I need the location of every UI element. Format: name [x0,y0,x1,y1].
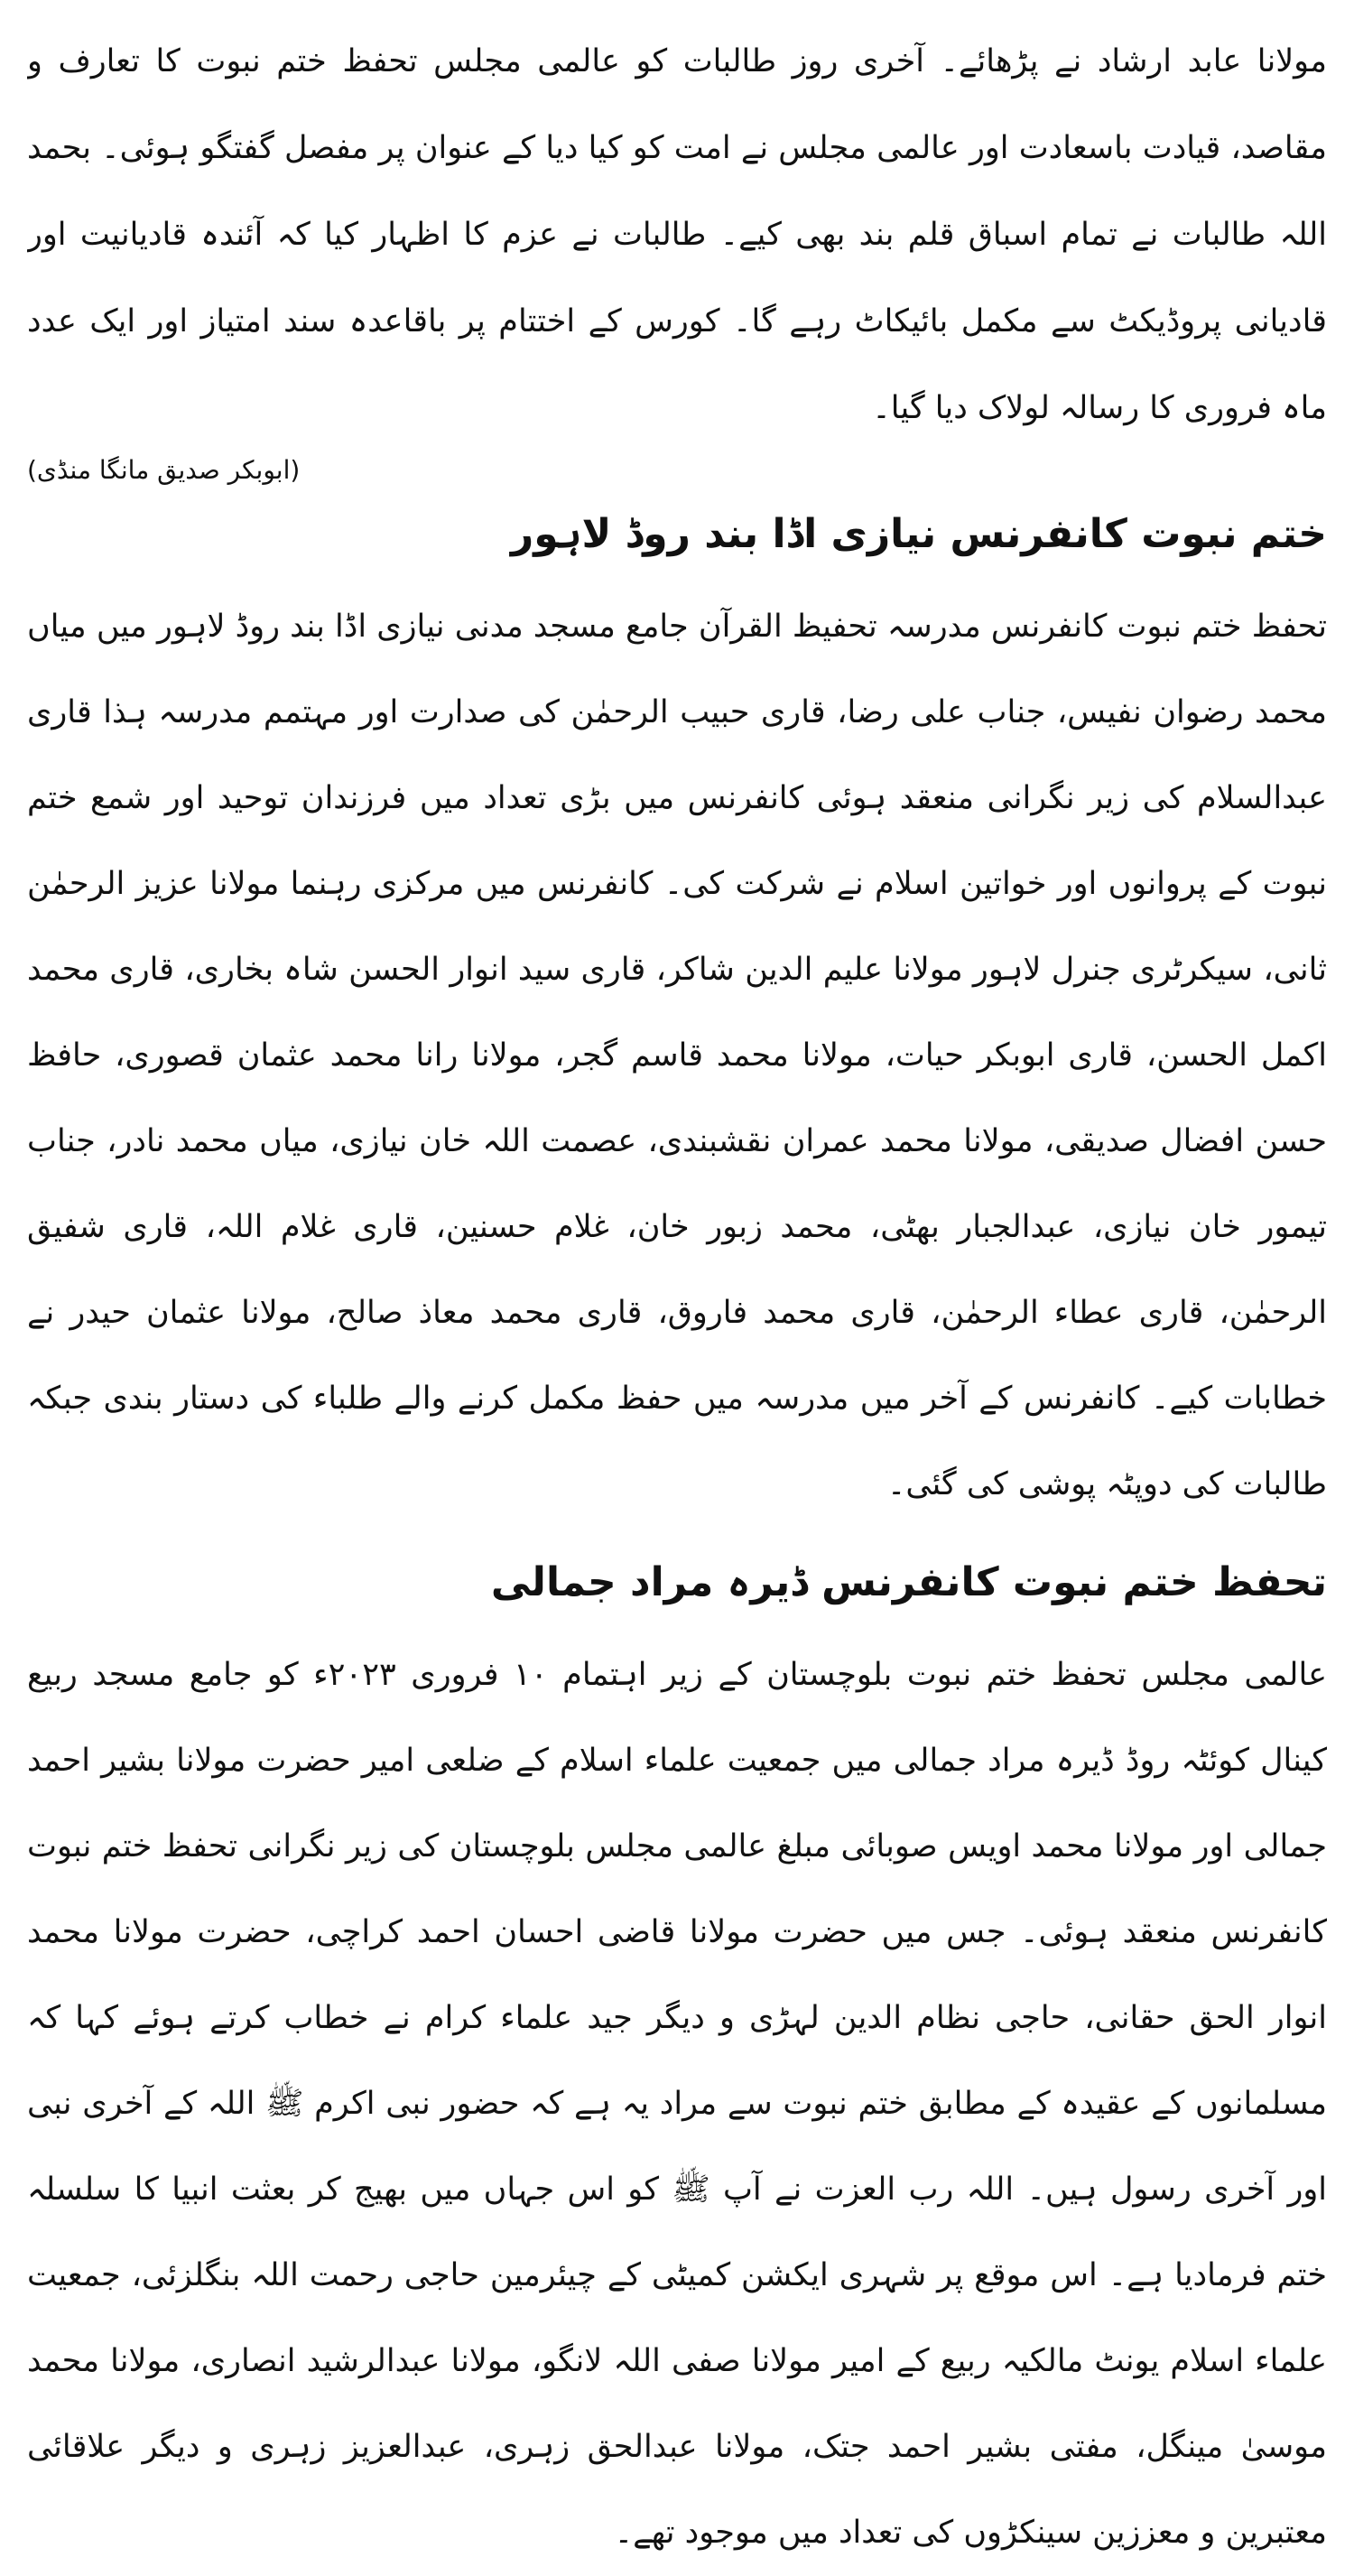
report-paragraph: عالمی مجلس تحفظ ختم نبوت بلوچستان کے زیر اہتمام ۱۰ فروری ۲۰۲۳ء کو جامع مسجد ربیع کینال کوئٹہ روڈ ڈیرہ مراد جمالی میں جمعیت علماء اسلام کے ضلعی امیر حضرت مولانا بشیر احمد جمالی اور مولانا محمد اویس صوبائی مبلغ عالمی مجلس بلوچستان کی زیر نگرانی تحفظ ختم نبوت کانفرنس منعقد ہوئی۔ جس میں حضرت مولانا قاضی احسان احمد کراچی، حضرت مولانا محمد انوار الحق حقانی، حاجی نظام الدین لہڑی و دیگر جید علماء کرام نے خطاب کرتے ہوئے کہا کہ مسلمانوں کے عقیدہ کے مطابق ختم نبوت سے مراد یہ ہے کہ حضور نبی اکرم ﷺ اللہ کے آخری نبی اور آخری رسول ہیں۔ اللہ رب العزت نے آپ ﷺ کو اس جہاں میں بھیج کر بعثت انبیا کا سلسلہ ختم فرمادیا ہے۔ اس موقع پر شہری ایکشن کمیٹی کے چیئرمین حاجی رحمت اللہ بنگلزئی، جمعیت علماء اسلام یونٹ مالکیہ ربیع کے امیر مولانا صفی اللہ لانگو، مولانا عبدالرشید انصاری، مولانا محمد موسیٰ مینگل، مفتی بشیر احمد جتک، مولانا عبدالحق زہری، عبدالعزیز زہری و دیگر علاقائی معتبرین و معززین سینکڑوں کی تعداد میں موجود تھے۔ [27,1657,1327,2551]
document-page [27,18,1327,2551]
report-section-dera-murad-jamali [27,1528,1327,2576]
report-paragraph: مولانا عابد ارشاد نے پڑھائے۔ آخری روز طالبات کو عالمی مجلس تحفظ ختم نبوت کا تعارف و مقاصد، قیادت باسعادت اور عالمی مجلس نے امت کو کیا دیا کے عنوان پر مفصل گفتگو ہوئی۔ بحمد اللہ طالبات نے تمام اسباق قلم بند بھی کیے۔ طالبات نے عزم کا اظہار کیا کہ آئندہ قادیانیت اور قادیانی پروڈیکٹ سے مکمل بائیکاٹ رہے گا۔ کورس کے اختتام پر باقاعدہ سند امتیاز اور ایک عدد ماہ فروری کا رسالہ لولاک دیا گیا۔ [27,43,1327,426]
section-heading: تحفظ ختم نبوت کانفرنس ڈیرہ مراد جمالی [490,1559,1327,1605]
report-paragraph: تحفظ ختم نبوت کانفرنس مدرسہ تحفیظ القرآن جامع مسجد مدنی نیازی اڈا بند روڈ لاہور میں میاں محمد رضوان نفیس، جناب علی رضا، قاری حبیب الرحمٰن کی صدارت اور مہتمم مدرسہ ہذا قاری عبدالسلام کی زیر نگرانی منعقد ہوئی کانفرنس میں بڑی تعداد میں فرزندان توحید اور شمع ختم نبوت کے پروانوں اور خواتین اسلام نے شرکت کی۔ کانفرنس میں مرکزی رہنما مولانا عزیز الرحمٰن ثانی، سیکرٹری جنرل لاہور مولانا علیم الدین شاکر، قاری سید انوار الحسن شاہ بخاری، قاری محمد اکمل الحسن، قاری ابوبکر حیات، مولانا محمد قاسم گجر، مولانا رانا محمد عثمان قصوری، حافظ حسن افضال صدیقی، مولانا محمد عمران نقشبندی، عصمت اللہ خان نیازی، میاں محمد نادر، جناب تیمور خان نیازی، عبدالجبار بھٹی، محمد زبور خان، غلام حسنین، قاری غلام اللہ، قاری شفیق الرحمٰن، قاری عطاء الرحمٰن، قاری محمد فاروق، قاری محمد معاذ صالح، مولانا عثمان حیدر نے خطابات کیے۔ کانفرنس کے آخر میں مدرسہ میں حفظ مکمل کرنے والے طلباء کی دستار بندی جبکہ طالبات کی دوپٹہ پوشی کی گئی۔ [27,609,1327,1502]
report-section-lalamusa [27,18,1327,485]
section-heading: ختم نبوت کانفرنس نیازی اڈا بند روڈ لاہور [510,511,1327,557]
report-section-lahore [27,485,1327,1528]
report-signature: (ابوبکر صدیق مانگا منڈی) [27,455,301,485]
